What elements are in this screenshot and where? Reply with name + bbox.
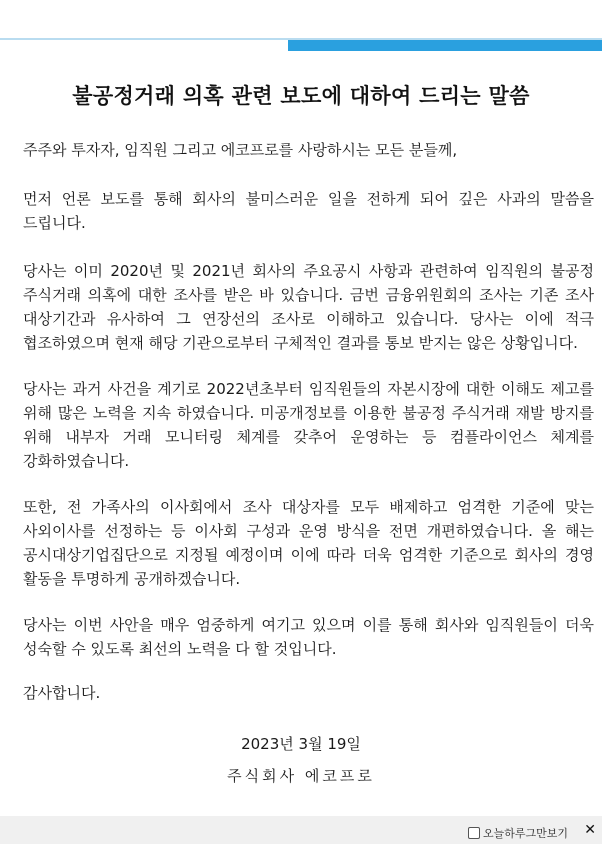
compliance-paragraph: 당사는 과거 사건을 계기로 2022년초부터 임직원들의 자본시장에 대한 이해도 제고를 위해 많은 노력을 지속 하였습니다. 미공개정보를 이용한 불공정 주식거래 재발 방지를 위해 내부자 거래 모니터링 체계를 갖추어 운영하는 등 컴플라이언스 체계를 강화하였습니다. xyxy=(23,380,594,470)
signature-date: 2023년 3월 19일 xyxy=(241,735,361,753)
header-accent-bar xyxy=(0,38,602,51)
governance-paragraph: 또한, 전 가족사의 이사회에서 조사 대상자를 모두 배제하고 엄격한 기준에 맞는 사외이사를 선정하는 등 이사회 구성과 운영 방식을 전면 개편하였습니다. 올 해는 공시대상기업집단으로 지정될 예정이며 이에 따라 더욱 엄격한 기준으로 회사의 경영 활동을 투명하게 공개하겠습니다. xyxy=(23,498,594,588)
header-accent-block xyxy=(288,40,602,51)
investigation-paragraph: 당사는 이미 2020년 및 2021년 회사의 주요공시 사항과 관련하여 임직원의 불공정 주식거래 의혹에 대한 조사를 받은 바 있습니다. 금번 금융위원회의 조사는 기존 조사 대상기간과 유사하여 그 연장선의 조사로 이해하고 있습니다. 당사는 이에 적극 협조하였으며 현재 해당 기관으로부터 구체적인 결과를 통보 받지는 않은 상황입니다. xyxy=(23,262,594,352)
greeting-paragraph: 주주와 투자자, 임직원 그리고 에코프로를 사랑하시는 모든 분들께, xyxy=(23,141,458,159)
dismiss-today-checkbox[interactable] xyxy=(468,827,480,839)
signature-company: 주식회사 에코프로 xyxy=(227,767,375,785)
popup-body xyxy=(23,138,594,727)
dismiss-today-option[interactable] xyxy=(468,825,568,841)
closing-paragraph: 감사합니다. xyxy=(23,684,101,702)
popup-footer xyxy=(0,816,602,844)
apology-paragraph: 먼저 언론 보도를 통해 회사의 불미스러운 일을 전하게 되어 깊은 사과의 말씀을 드립니다. xyxy=(23,190,594,232)
popup-title: 불공정거래 의혹 관련 보도에 대하여 드리는 말씀 xyxy=(72,84,530,108)
close-icon[interactable]: ✕ xyxy=(584,822,596,838)
commitment-paragraph: 당사는 이번 사안을 매우 엄중하게 여기고 있으며 이를 통해 회사와 임직원들이 더욱 성숙할 수 있도록 최선의 노력을 다 할 것입니다. xyxy=(23,616,594,658)
dismiss-today-label[interactable]: 오늘하루그만보기 xyxy=(482,827,568,840)
